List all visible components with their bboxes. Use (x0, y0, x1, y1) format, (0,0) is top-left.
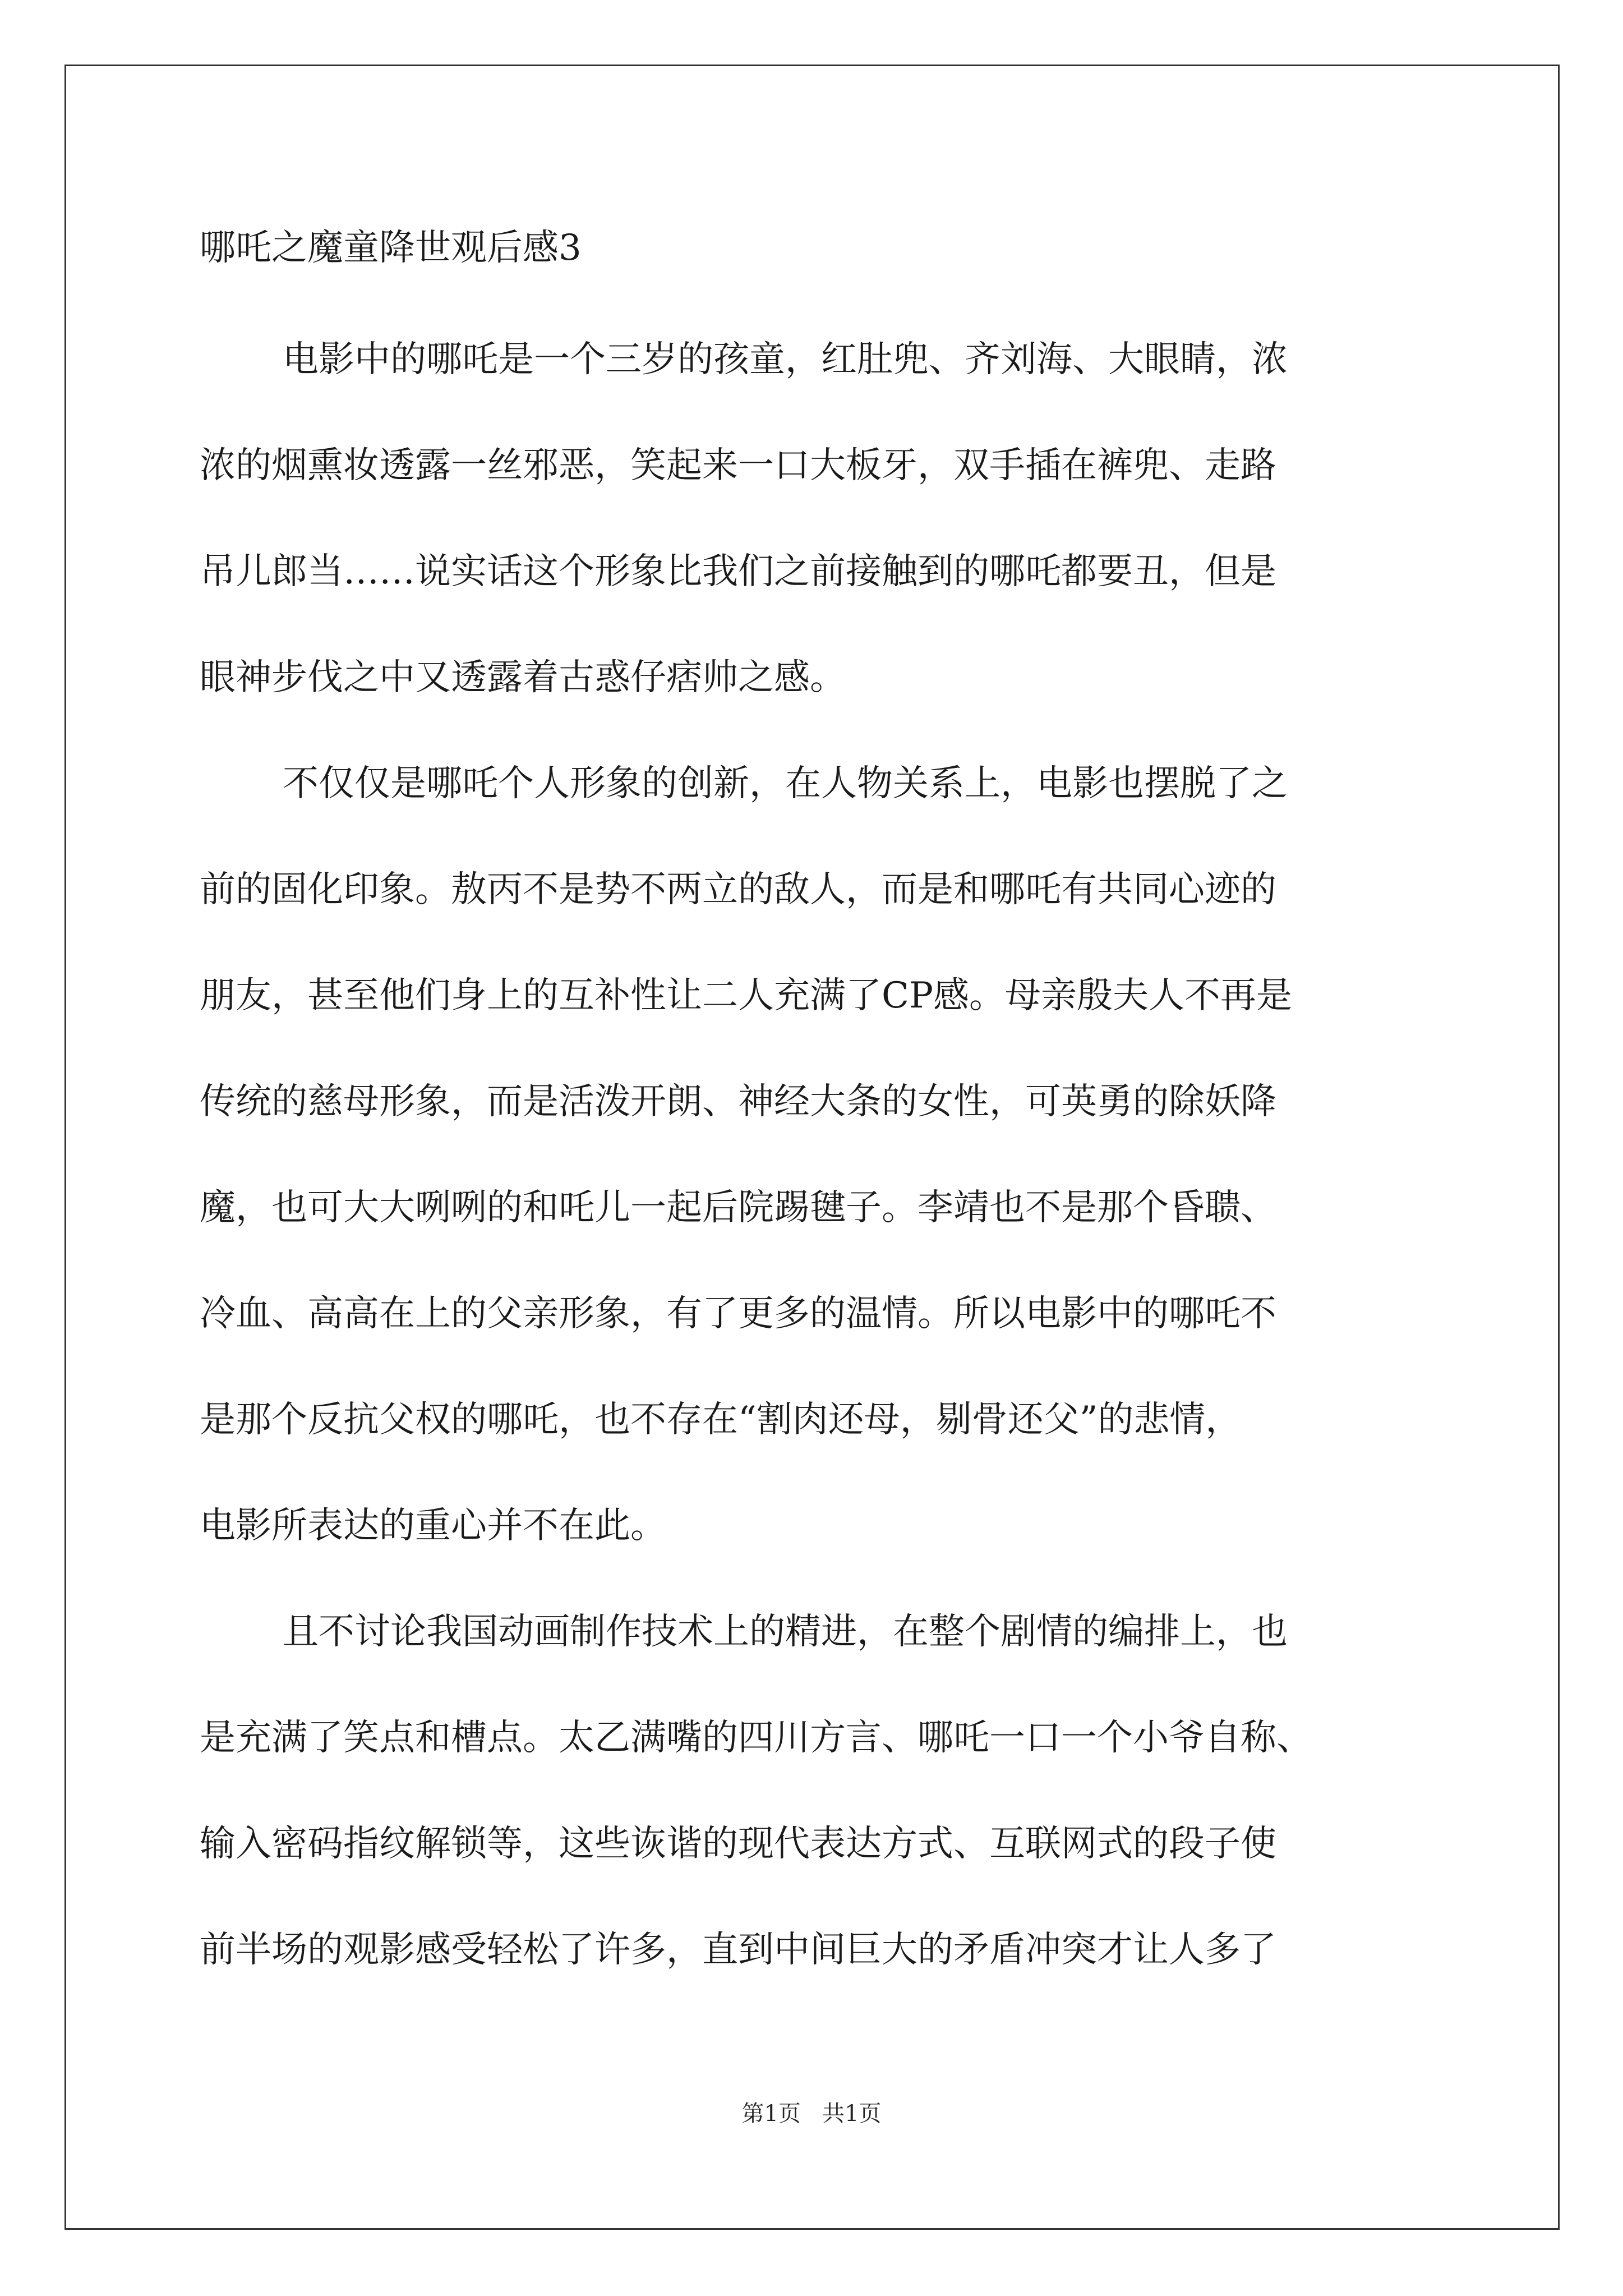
paragraph-line: 前半场的观影感受轻松了许多，直到中间巨大的矛盾冲突才让人多了 (200, 1929, 1276, 1971)
paragraph-line: 是那个反抗父权的哪吒，也不存在“割肉还母，剔骨还父”的悲情， (200, 1399, 1242, 1441)
paragraph-line: 浓的烟熏妆透露一丝邪恶，笑起来一口大板牙，双手插在裤兜、走路 (200, 445, 1276, 486)
page-footer: 第1页 共1页 (741, 2101, 882, 2127)
paragraph-2 (200, 731, 1292, 1579)
paragraph-line: 是充满了笑点和槽点。太乙满嘴的四川方言、哪吒一口一个小爷自称、 (200, 1717, 1312, 1759)
paragraph-line: 电影中的哪吒是一个三岁的孩童，红肚兜、齐刘海、大眼睛，浓 (283, 339, 1288, 380)
paragraph-line: 传统的慈母形象，而是活泼开朗、神经大条的女性，可英勇的除妖降 (200, 1081, 1276, 1122)
paragraph-line: 电影所表达的重心并不在此。 (200, 1505, 666, 1547)
paragraph-line: 冷血、高高在上的父亲形象，有了更多的温情。所以电影中的哪吒不 (200, 1293, 1276, 1335)
paragraph-line: 魔，也可大大咧咧的和吒儿一起后院踢毽子。李靖也不是那个昏聩、 (200, 1187, 1276, 1228)
paragraph-line: 且不讨论我国动画制作技术上的精进，在整个剧情的编排上，也 (283, 1611, 1288, 1653)
paragraph-line: 吊儿郎当……说实话这个形象比我们之前接触到的哪吒都要丑，但是 (200, 551, 1276, 592)
paragraph-3 (200, 1579, 1312, 2003)
paragraph-line: 朋友，甚至他们身上的互补性让二人充满了CP感。母亲殷夫人不再是 (200, 975, 1293, 1016)
paragraph-line: 不仅仅是哪吒个人形象的创新，在人物关系上，电影也摆脱了之 (283, 763, 1288, 804)
paragraph-1 (200, 307, 1288, 731)
paragraph-line: 眼神步伐之中又透露着古惑仔痞帅之感。 (200, 657, 846, 698)
document-title: 哪吒之魔童降世观后感3 (200, 227, 582, 269)
paragraph-line: 输入密码指纹解锁等，这些诙谐的现代表达方式、互联网式的段子使 (200, 1823, 1276, 1865)
paragraph-line: 前的固化印象。敖丙不是势不两立的敌人，而是和哪吒有共同心迹的 (200, 869, 1276, 910)
